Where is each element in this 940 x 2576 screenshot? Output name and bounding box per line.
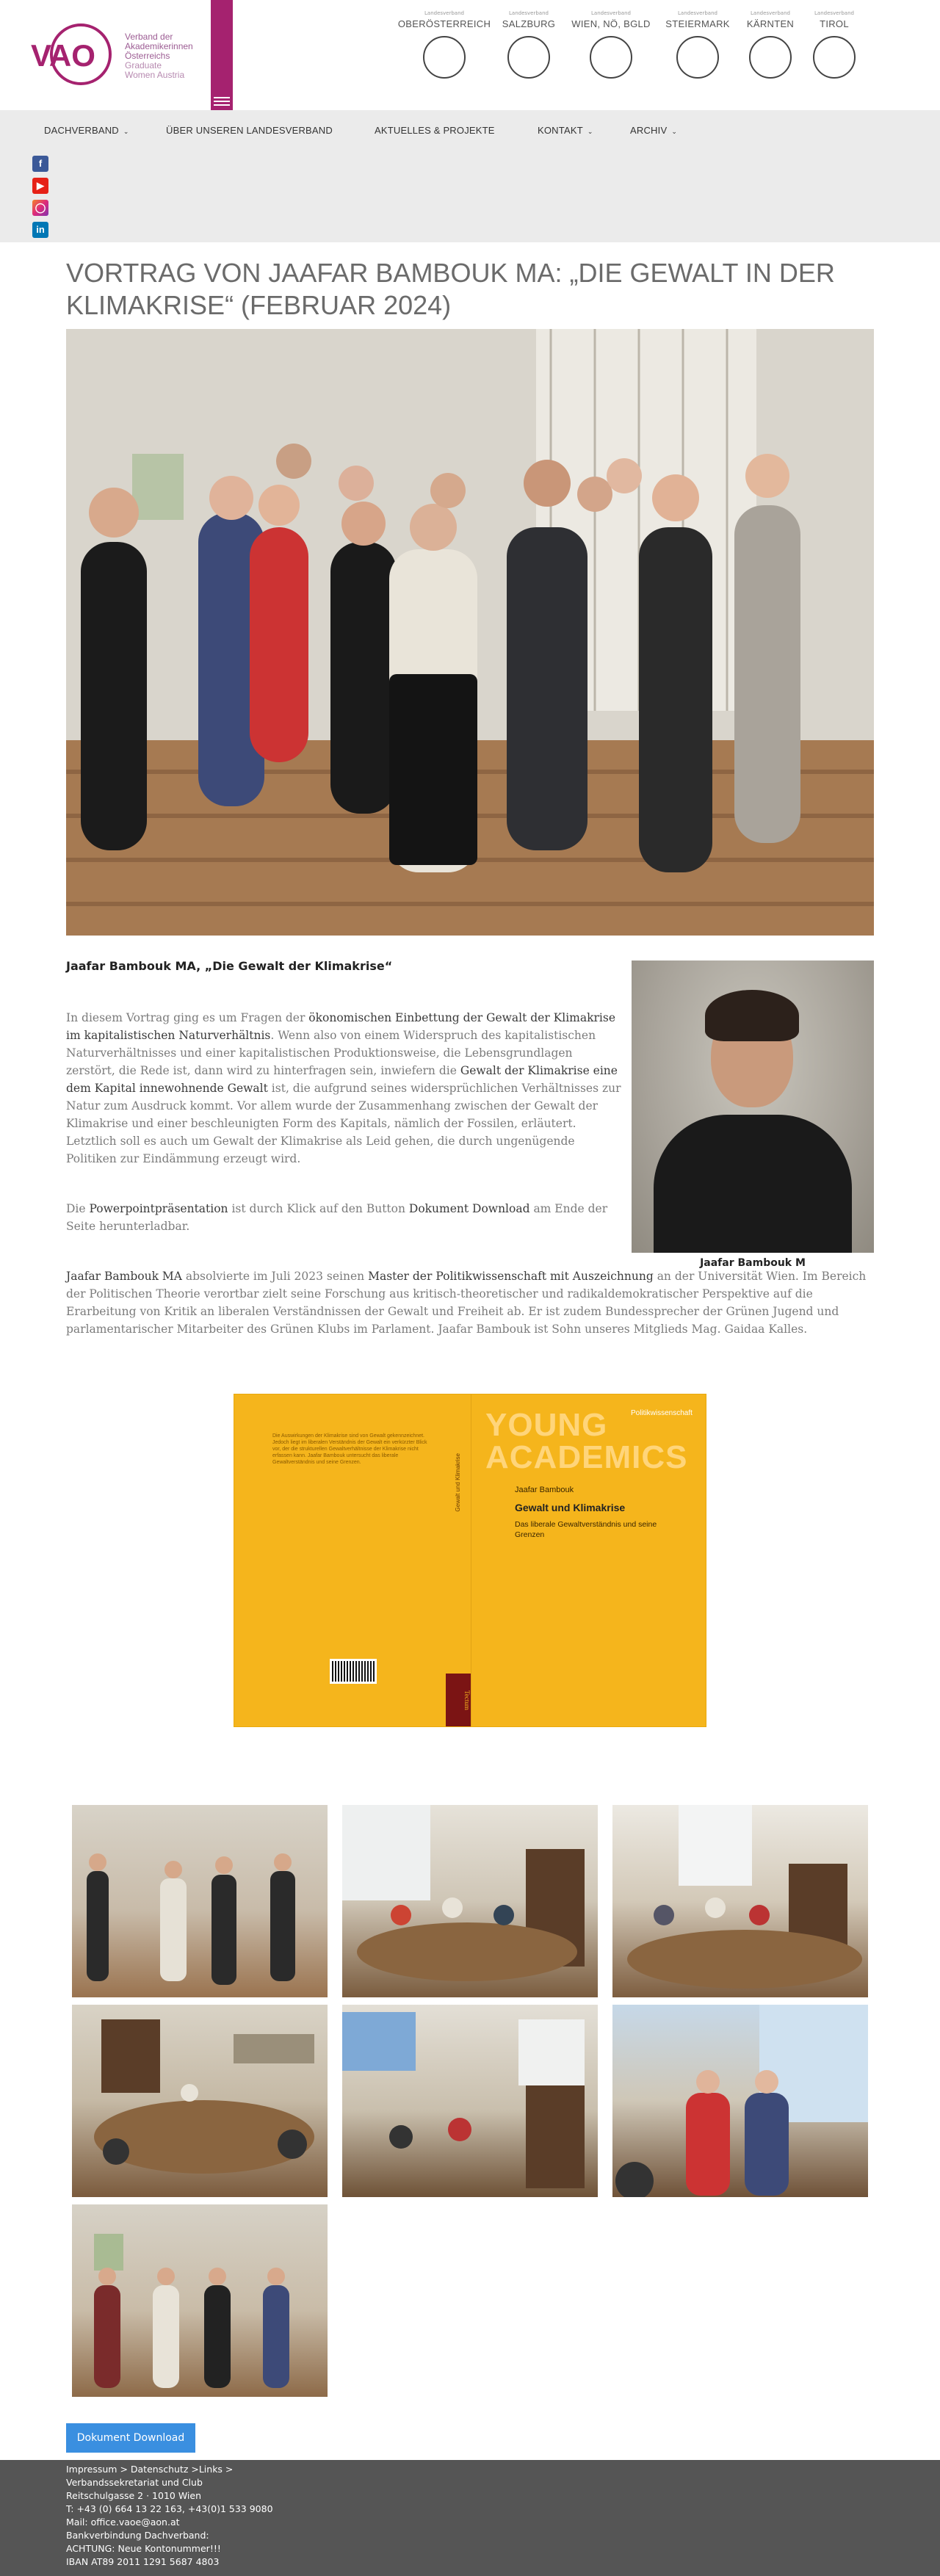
footer-line: IBAN AT89 2011 1291 5687 4803 xyxy=(66,2556,220,2567)
gallery-image[interactable] xyxy=(612,1805,868,1997)
site-header xyxy=(0,0,940,110)
state-crest xyxy=(507,36,550,79)
article-paragraph-2 xyxy=(66,1200,624,1235)
book-spine-title: Gewalt und Klimakrise xyxy=(455,1453,461,1512)
text-emphasis: ökonomischen Einbettung der Gewalt der Klimakrise im kapitalistischen Naturverhältnis xyxy=(66,1011,616,1042)
nav-aktuelles[interactable] xyxy=(375,125,495,136)
nav-landesverband[interactable] xyxy=(166,125,333,136)
state-name: TIROL xyxy=(820,18,849,29)
footer-line: ACHTUNG: Neue Kontonummer!!! xyxy=(66,2543,221,2554)
text-run: . Wenn also von einem Widerspruch des kapitalistischen Naturverhältnisses und einer kapitalistischen Produktionsweise, die Lebensgrundlagen zerstört, die Rede ist, dann wird zu hinterfragen sein, inwiefern die xyxy=(66,1029,596,1077)
logo-line: Akademikerinnen xyxy=(125,41,193,51)
state-kaernten[interactable] xyxy=(739,10,802,79)
state-label-small: Landesverband xyxy=(591,10,631,16)
chevron-down-icon: ⌄ xyxy=(587,128,593,135)
gallery-image[interactable] xyxy=(342,2005,598,2197)
chevron-down-icon: ⌄ xyxy=(671,128,678,135)
state-name: OBERÖSTERREICH xyxy=(397,18,491,29)
site-footer xyxy=(0,2460,940,2576)
text-run: ist durch Klick auf den Button xyxy=(228,1202,409,1215)
logo-text xyxy=(125,32,193,80)
gallery-image[interactable] xyxy=(612,2005,868,2197)
state-oberoesterreich[interactable] xyxy=(397,10,492,79)
logo-line: Verband der xyxy=(125,32,173,42)
facebook-icon[interactable]: f xyxy=(32,156,48,172)
logo-line: Österreichs xyxy=(125,51,170,61)
site-logo[interactable] xyxy=(28,18,234,98)
series-subject: Politikwissenschaft xyxy=(631,1409,693,1417)
gallery-image[interactable] xyxy=(72,2005,328,2197)
footer-line: Verbandssekretariat und Club xyxy=(66,2477,203,2488)
svg-text:VAO: VAO xyxy=(31,38,95,73)
group-photo-illustration xyxy=(66,329,874,936)
nav-label: AKTUELLES & PROJEKTE xyxy=(375,125,495,136)
footer-line: Bankverbindung Dachverband: xyxy=(66,2530,209,2541)
state-tirol[interactable] xyxy=(808,10,861,79)
footer-line: T: +43 (0) 664 13 22 163, +43(0)1 533 9080 xyxy=(66,2503,273,2514)
nav-label: KONTAKT xyxy=(538,125,583,136)
text-emphasis: Dokument Download xyxy=(408,1202,530,1215)
text-emphasis: Gewalt der Klimakrise eine dem Kapital innewohnende Gewalt xyxy=(66,1064,618,1095)
state-label-small: Landesverband xyxy=(509,10,549,16)
state-name: WIEN, NÖ, BGLD xyxy=(571,18,651,29)
logo-line: Graduate xyxy=(125,60,162,70)
book-back-text: Die Auswirkungen der Klimakrise sind von Gewalt gekennzeichnet. Jedoch liegt im liberalen Verständnis der Gewalt ein verkürzter Blick vor, der die strukturellen Gewaltverhältnisse der Klimakrise nicht erfassen kann. Jaafar Bambouk untersucht das liberale Gewaltverständnis und seine Grenzen. xyxy=(272,1433,427,1465)
nav-dachverband[interactable] xyxy=(44,125,129,136)
state-crest xyxy=(423,36,466,79)
text-emphasis: Master der Politikwissenschaft mit Auszeichnung xyxy=(368,1270,654,1283)
state-name: SALZBURG xyxy=(502,18,556,29)
state-name: KÄRNTEN xyxy=(746,18,795,29)
page-title: VORTRAG VON JAAFAR BAMBOUK MA: „DIE GEWALT IN DER KLIMAKRISE“ (FEBRUAR 2024) xyxy=(66,258,835,320)
gallery-image[interactable] xyxy=(72,2204,328,2397)
article-paragraph-3 xyxy=(66,1267,874,1338)
text-emphasis: Powerpointpräsentation xyxy=(89,1202,228,1215)
state-crest xyxy=(590,36,632,79)
logo-line: Women Austria xyxy=(125,70,185,80)
text-run: Die xyxy=(66,1202,90,1215)
text-run: ist, die aufgrund seines widersprüchlichen Verhältnisses zur Natur zum Ausdruck kommt. Vor allem wurde der Zusammenhang zwischen der Gewalt der Klimakrise und einer beschleunigten Form des Kapitals, nämlich der Fossilen, erläutert. Letztlich soll es auch um Gewalt der Klimakrise als Leid gehen, die durch ungenügende Politiken zur Eindämmung erzeugt wird. xyxy=(66,1082,621,1165)
state-associations xyxy=(397,10,896,84)
nav-label: DACHVERBAND xyxy=(44,125,119,136)
gallery-image[interactable] xyxy=(342,1805,598,1997)
nav-kontakt[interactable] xyxy=(538,125,593,136)
state-crest xyxy=(813,36,856,79)
book-cover xyxy=(234,1394,706,1727)
nav-label: ÜBER UNSEREN LANDESVERBAND xyxy=(166,125,333,136)
book-subtitle: Das liberale Gewaltverständnis und seine Grenzen xyxy=(515,1520,657,1539)
footer-line: Reitschulgasse 2 · 1010 Wien xyxy=(66,2490,202,2501)
group-photo xyxy=(66,329,874,936)
social-links xyxy=(32,156,48,244)
instagram-icon[interactable]: ◯ xyxy=(32,200,48,216)
gallery-image[interactable] xyxy=(72,1805,328,1997)
text-run: am Ende der Seite herunterladbar. xyxy=(66,1202,608,1233)
nav-archiv[interactable] xyxy=(630,125,677,136)
publisher-mark: Tectum xyxy=(446,1674,471,1726)
state-salzburg[interactable] xyxy=(496,10,561,79)
brand-bar xyxy=(211,0,233,110)
nav-label: ARCHIV xyxy=(630,125,668,136)
article-subheading: Jaafar Bambouk MA, „Die Gewalt der Klimakrise“ xyxy=(66,959,393,973)
state-crest xyxy=(749,36,792,79)
text-run: an der Universität Wien. Im Bereich der Politischen Theorie verortbar zielt seine Forschung aus kritisch-theoretischer und radikaldemokratischer Perspektive auf die Erarbeitung von Kritik an liberalen Verständnissen der Gewalt und Freiheit ab. Er ist zudem Bundessprecher der Grünen Jugend und parlamentarischer Mitarbeiter des Grünen Klubs im Parlament. Jaafar Bambouk ist Sohn unseres Mitglieds Mag. Gaidaa Kalles. xyxy=(66,1270,867,1336)
state-label-small: Landesverband xyxy=(678,10,717,16)
book-author: Jaafar Bambouk xyxy=(515,1486,574,1494)
barcode xyxy=(330,1659,377,1684)
state-steiermark[interactable] xyxy=(661,10,734,79)
series-title: YOUNG ACADEMICS xyxy=(485,1407,688,1475)
state-crest xyxy=(676,36,719,79)
footer-email[interactable]: Mail: office.vaoe@aon.at xyxy=(66,2517,180,2528)
footer-links[interactable]: Impressum > Datenschutz >Links > xyxy=(66,2464,234,2475)
linkedin-icon[interactable]: in xyxy=(32,222,48,238)
main-navigation xyxy=(0,110,940,242)
text-run: In diesem Vortrag ging es um Fragen der xyxy=(66,1011,309,1024)
state-label-small: Landesverband xyxy=(814,10,854,16)
text-emphasis: Jaafar Bambouk MA xyxy=(66,1270,182,1283)
portrait-body xyxy=(654,1115,852,1253)
youtube-icon[interactable]: ▶ xyxy=(32,178,48,194)
speaker-portrait xyxy=(632,960,874,1253)
state-wien-noe-bgld[interactable] xyxy=(567,10,655,79)
text-run: absolvierte im Juli 2023 seinen xyxy=(181,1270,369,1283)
state-label-small: Landesverband xyxy=(424,10,464,16)
vao-logo-mark xyxy=(28,18,123,91)
chevron-down-icon: ⌄ xyxy=(123,128,129,135)
portrait-caption: Jaafar Bambouk M xyxy=(700,1257,806,1269)
state-name: STEIERMARK xyxy=(665,18,730,29)
document-download-button[interactable]: Dokument Download xyxy=(66,2423,195,2453)
state-label-small: Landesverband xyxy=(751,10,790,16)
article-paragraph-1 xyxy=(66,1009,624,1168)
portrait-hair xyxy=(705,990,799,1041)
book-title: Gewalt und Klimakrise xyxy=(515,1502,626,1513)
